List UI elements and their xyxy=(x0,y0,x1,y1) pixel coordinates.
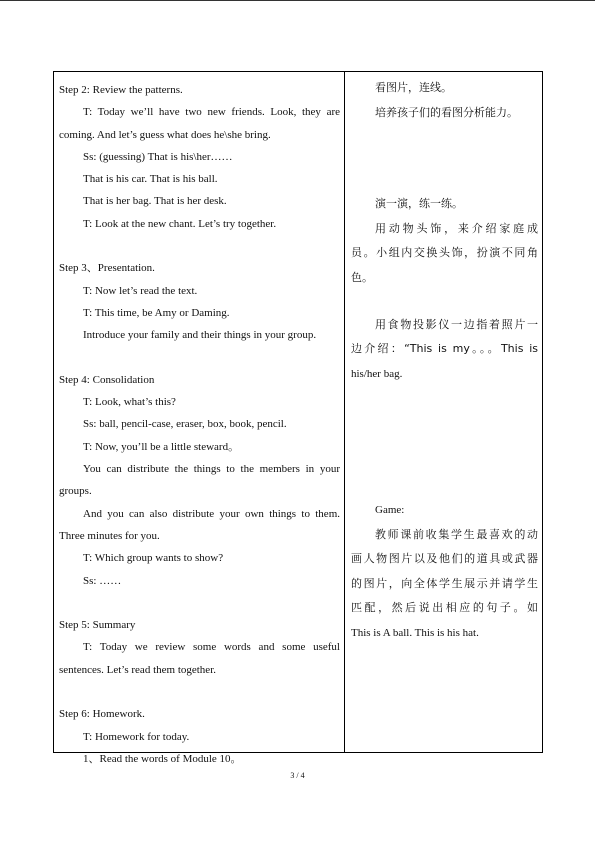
procedure-line: Ss: ball, pencil-case, eraser, box, book, pencil. xyxy=(83,418,287,431)
procedure-line: T: Which group wants to show? xyxy=(83,552,224,565)
intent-line: This is A ball. This is his hat. xyxy=(351,626,479,639)
procedure-line: T: Today we review some words and some useful xyxy=(83,641,340,654)
intent-line: 员。小组内交换头饰，扮演不同角 xyxy=(351,246,538,260)
procedure-line: Three minutes for you. xyxy=(59,529,160,542)
procedure-line: Ss: (guessing) That is his\her…… xyxy=(83,150,233,163)
procedure-line: sentences. Let’s read them together. xyxy=(59,663,216,676)
procedure-line: Step 2: Review the patterns. xyxy=(59,84,183,96)
intent-line: 边介绍：“This is my。。。This is xyxy=(351,342,538,356)
intent-line: 的图片，向全体学生展示并请学生 xyxy=(351,576,538,590)
procedure-line: T: Look at the new chant. Let’s try together. xyxy=(83,217,277,230)
intent-line: 演一演，练一练。 xyxy=(375,197,463,211)
intent-line xyxy=(351,147,538,169)
procedure-line: Ss: …… xyxy=(83,574,122,587)
procedure-line: And you can also distribute your own things to them. xyxy=(83,507,340,520)
teaching-procedure-column xyxy=(59,79,340,770)
intent-line xyxy=(351,387,538,409)
column-divider xyxy=(344,72,345,752)
page-number: 3 / 4 xyxy=(290,771,305,780)
intent-line: 色。 xyxy=(351,270,373,284)
intent-line xyxy=(351,409,538,431)
procedure-line: T: Today we’ll have two new friends. Look, they are xyxy=(83,106,340,119)
procedure-line: T: Now, you’ll be a little steward。 xyxy=(83,440,240,453)
procedure-line: Step 4: Consolidation xyxy=(59,373,155,386)
intent-line: 匹配，然后说出相应的句子。如 xyxy=(351,601,538,615)
intent-line xyxy=(351,431,538,453)
intent-line xyxy=(351,453,538,475)
intent-line: 用食物投影仪一边指着照片一 xyxy=(375,317,538,331)
intent-line xyxy=(351,476,538,498)
procedure-line: That is her bag. That is her desk. xyxy=(83,195,227,208)
intent-line xyxy=(351,125,538,147)
procedure-line: Step 6: Homework. xyxy=(59,708,145,721)
design-intent-column xyxy=(351,76,538,646)
intent-line: 看图片，连线。 xyxy=(375,81,452,94)
procedure-line xyxy=(59,235,340,257)
procedure-line: Step 5: Summary xyxy=(59,619,136,632)
procedure-line: You can distribute the things to the members in your xyxy=(83,463,340,476)
procedure-line: That is his car. That is his ball. xyxy=(83,173,218,186)
procedure-line: T: Now let’s read the text. xyxy=(83,284,198,297)
procedure-line: coming. And let’s guess what does he\she bring. xyxy=(59,128,271,141)
procedure-line: 1、Read the words of Module 10。 xyxy=(83,752,242,765)
procedure-line: T: Homework for today. xyxy=(83,730,190,743)
lesson-table xyxy=(53,71,543,765)
intent-line: his/her bag. xyxy=(351,367,403,380)
intent-line: 用动物头饰，来介绍家庭成 xyxy=(375,221,538,235)
intent-line: Game: xyxy=(375,504,405,517)
intent-line: 画人物图片以及他们的道具或武器 xyxy=(351,552,538,566)
intent-line xyxy=(351,170,538,192)
procedure-line xyxy=(59,592,340,614)
intent-line: 培养孩子们的看图分析能力。 xyxy=(375,105,518,119)
intent-line: 教师课前收集学生最喜欢的动 xyxy=(375,527,538,541)
procedure-line: Step 3、Presentation. xyxy=(59,262,155,275)
procedure-line: T: Look, what’s this? xyxy=(83,396,176,409)
header-rule xyxy=(0,0,595,1)
procedure-line: groups. xyxy=(59,485,92,498)
procedure-line: T: This time, be Amy or Daming. xyxy=(83,306,230,319)
procedure-line xyxy=(59,681,340,703)
intent-line xyxy=(351,290,538,312)
procedure-line xyxy=(59,347,340,369)
procedure-line: Introduce your family and their things in your group. xyxy=(83,329,317,342)
